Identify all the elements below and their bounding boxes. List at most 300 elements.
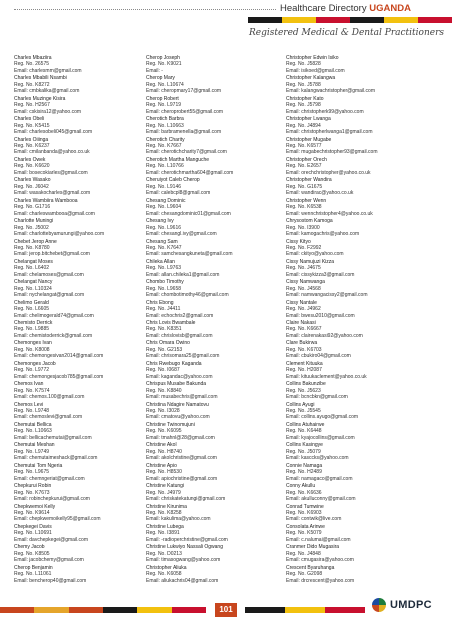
directory-entry (146, 340, 284, 360)
directory-entry (146, 198, 284, 218)
entry-reg: Reg. No. J4568 (286, 285, 321, 292)
directory-entry (14, 463, 152, 483)
directory-entry (286, 340, 424, 360)
entry-reg: Reg. No. J5788 (286, 81, 321, 88)
entry-email: Email: akolchristine@gmail.com (146, 455, 217, 462)
entry-reg: Reg. No. K6448 (286, 428, 322, 435)
entry-email: Email: jacobchemy@gmail.com (14, 557, 84, 564)
flag-band (350, 17, 384, 23)
entry-name: Christine Kirunima (146, 503, 187, 510)
entry-name: Clare Bukirwa (286, 340, 318, 347)
directory-column-3 (286, 55, 424, 585)
entry-email: Email: charlesmm@gmail.com (14, 67, 82, 74)
entry-reg: Reg. No. K7673 (14, 489, 50, 496)
entry-reg: Reg. No. K6237 (14, 142, 50, 149)
entry-name: Charles Obeli (14, 116, 45, 123)
directory-entry (14, 524, 152, 544)
directory-entry (286, 442, 424, 462)
entry-email: Email: tmahnl@28@gmail.com (146, 434, 215, 441)
footer-band (137, 607, 171, 613)
entry-email: Email: namagaco@gmail.com (286, 475, 353, 482)
entry-name: Chris Lovis Bwambale (146, 320, 196, 327)
entry-email: Email: chrisomara25@gmail.com (146, 353, 220, 360)
entry-name: Chepkwemoi Kelly (14, 503, 56, 510)
entry-reg: Reg. No. L9719 (146, 102, 182, 109)
directory-entry (286, 75, 424, 95)
entry-reg: Reg. No. L9763 (146, 265, 182, 272)
footer-band (325, 607, 365, 613)
directory-entry (146, 218, 284, 238)
directory-entry (286, 96, 424, 116)
directory-entry (146, 157, 284, 177)
entry-email: Email: cskisira12@yahoo.com (14, 108, 82, 115)
entry-name: Cherop Robert (146, 95, 179, 102)
directory-entry (286, 218, 424, 238)
footer-band (285, 607, 325, 613)
entry-email: Email: charlottebyamurungi@yahoo.com (14, 230, 105, 237)
entry-name: Chrysostom Kamoga (286, 218, 333, 225)
entry-email: Email: kasccks@yahoo.com (286, 455, 349, 462)
entry-email: Email: namwangacissy2@gmail.com (286, 292, 368, 299)
directory-entry (14, 361, 152, 381)
entry-name: Cranmer Dido Mugasira (286, 544, 340, 551)
directory-entry (14, 137, 152, 157)
entry-reg: Reg. No. J4848 (286, 550, 321, 557)
entry-reg: Reg. No. G2098 (286, 571, 323, 578)
entry-name: Charles Wambiira Wambooa (14, 197, 78, 204)
entry-name: Chombo Timothy (146, 279, 184, 286)
entry-name: Cherotich Barbra (146, 116, 184, 123)
directory-entry (14, 565, 152, 585)
directory-entry (286, 381, 424, 401)
entry-reg: Reg. No. L9748 (14, 408, 50, 415)
entry-name: Chris Ebong (146, 299, 174, 306)
entry-email: Email: cheroprobert55@gmail.com (146, 108, 224, 115)
entry-reg: Reg. No. K8258 (146, 510, 182, 516)
entry-name: Cherotich Charity (146, 136, 185, 143)
entry-email: Email: contwik@live.com (286, 516, 342, 523)
entry-reg: Reg. No. J5545 (286, 408, 321, 415)
directory-entry (286, 137, 424, 157)
directory-entry (286, 157, 424, 177)
directory-entry (146, 75, 284, 95)
entry-email: Email: bencherop40@gmail.com (14, 577, 87, 584)
directory-entry (146, 381, 284, 401)
entry-reg: Reg. No. K7574 (14, 387, 50, 394)
entry-reg: Reg. No. K5079 (286, 530, 322, 537)
directory-entry (14, 96, 152, 116)
entry-reg: Reg. No. K9614 (14, 510, 50, 516)
entry-reg: Reg. No. G1716 (14, 204, 51, 211)
directory-entry (286, 483, 424, 503)
entry-email: Email: cmatovu@yahoo.com (146, 414, 210, 421)
directory-entry (14, 55, 152, 75)
entry-name: Charlotte Muningi (14, 218, 54, 225)
entry-reg: Reg. No. F2992 (286, 244, 322, 251)
entry-email: Email: jerop.bitchebet@gmail.com (14, 251, 90, 258)
entry-email: Email: cbukiro04@gmail.com (286, 353, 351, 360)
umdpc-logo-icon (372, 598, 386, 612)
entry-name: Collins Atuhairwe (286, 422, 325, 429)
entry-name: Christine Lubega (146, 523, 184, 530)
entry-reg: Reg. No. L10691 (14, 530, 52, 537)
entry-reg: Reg. No. J4979 (146, 489, 181, 496)
entry-email: Email: allan.chileka1@gmail.com (146, 271, 220, 278)
directory-entry (286, 565, 424, 585)
entry-reg: Reg. No. L9604 (146, 204, 182, 211)
section-subtitle: Registered Medical & Dental Practitioners (248, 28, 444, 38)
entry-reg: Reg. No. K6636 (286, 489, 322, 496)
entry-name: Chesang Ivy (146, 218, 174, 225)
directory-entry (286, 504, 424, 524)
directory-entry (146, 442, 284, 462)
entry-name: Charles Muzinge Kisira (14, 95, 66, 102)
entry-email: Email: chemongesivan2014@gmail.com (14, 353, 104, 360)
entry-reg: Reg. No. J5623 (286, 387, 321, 394)
directory-entry (146, 300, 284, 320)
directory-entry (146, 361, 284, 381)
entry-email: Email: chesangdominic01@gmail.com (146, 210, 231, 217)
entry-reg: Reg. No. J4675 (286, 265, 321, 272)
entry-name: Charles Owek (14, 156, 46, 163)
entry-email: Email: kakulima@yahoo.com (146, 516, 211, 523)
directory-entry (14, 381, 152, 401)
entry-name: Cheruiyot Caleb Cherop (146, 177, 200, 184)
directory-entry (146, 96, 284, 116)
entry-email: Email: apiochristine@gmail.com (146, 475, 218, 482)
entry-reg: Reg. No. K8351 (146, 326, 182, 333)
entry-reg: Reg. No. K5415 (14, 122, 50, 129)
directory-entry (286, 422, 424, 442)
entry-email: Email: echochris2@gmail.com (146, 312, 214, 319)
entry-email: Email: timasogwang@yahoo.com (146, 557, 221, 564)
entry-name: Chris Rwebugo Kaganda (146, 360, 202, 367)
footer-band (172, 607, 206, 613)
entry-reg: Reg. No. J4894 (286, 122, 321, 129)
entry-email: Email: cmugasira@yahoo.com (286, 557, 354, 564)
entry-email: Email: clairenakasi92@yahoo.com (286, 332, 363, 339)
directory-entry (286, 524, 424, 544)
entry-name: Christine Lukwiyo Nassali Ogwang (146, 544, 223, 551)
entry-reg: Reg. No. K6538 (286, 204, 322, 211)
entry-reg: Reg. No. L11061 (14, 571, 52, 578)
entry-email: Email: chemoslevi@gmail.com (14, 414, 83, 421)
directory-entry (14, 300, 152, 320)
entry-email: Email: ckityo@yahoo.com (286, 251, 344, 258)
entry-email: Email: akulluconny@gmail.com (286, 496, 356, 503)
entry-email: Email: chesangl.ivy@gmail.com (146, 230, 217, 237)
entry-reg: Reg. No. K7647 (146, 244, 182, 251)
directory-entry (14, 544, 152, 564)
entry-name: Clement Kituuka (286, 360, 323, 367)
entry-name: Christopher Orech (286, 156, 327, 163)
entry-name: Christine Twinomujuni (146, 422, 195, 429)
flag-band (282, 17, 316, 23)
flag-band (418, 17, 452, 23)
directory-entry (286, 259, 424, 279)
entry-name: Cherop Joseph (146, 55, 180, 61)
entry-email: Email: cmbkalika@gmail.com (14, 88, 80, 95)
entry-reg: Reg. No. L6402 (14, 265, 50, 272)
footer-stripe-left (0, 607, 206, 613)
entry-reg: Reg. No. L10663 (14, 428, 52, 435)
entry-name: Chemisto Derrick (14, 320, 53, 327)
directory-entry (286, 177, 424, 197)
entry-reg: Reg. No. J5828 (286, 61, 321, 68)
entry-name: Christopher Lwanga (286, 116, 331, 123)
entry-reg: Reg. No. J6042 (14, 183, 49, 190)
directory-entry (286, 320, 424, 340)
entry-email: Email: chemongesjacob785@gmail.com (14, 373, 104, 380)
directory-entry (146, 177, 284, 197)
entry-email: Email: barbramenella@gmail.com (146, 128, 222, 135)
entry-reg: Reg. No. L10766 (146, 163, 184, 170)
entry-reg: Reg. No. G1675 (286, 183, 323, 190)
directory-entry (146, 320, 284, 340)
directory-entry (146, 239, 284, 259)
logo-text: UMDPC (390, 599, 432, 611)
entry-email: Email: charlesobeli045@gmail.com (14, 128, 93, 135)
entry-name: Cissy Nantale (286, 299, 317, 306)
directory-entry (146, 116, 284, 136)
entry-email: Email: musabechris@gmail.com (146, 394, 218, 401)
entry-email: Email: nychelangat@gmail.com (14, 292, 85, 299)
entry-email: Email: kagandac@yahoo.com (146, 373, 213, 380)
entry-name: Christine Katungi (146, 483, 185, 490)
entry-email: Email: samchesangkuneta@gmail.com (146, 251, 233, 258)
entry-name: Chemutai Bellica (14, 422, 52, 429)
entry-reg: Reg. No. G2153 (146, 346, 183, 353)
directory-entry (14, 442, 152, 462)
directory-entry (14, 157, 152, 177)
entry-reg: Reg. No. I3891 (146, 530, 180, 537)
footer-band (69, 607, 103, 613)
entry-email: Email: kyajocollins@gmail.com (286, 434, 355, 441)
entry-name: Chemutai Meshan (14, 442, 55, 449)
entry-email: Email: chemngeriat@gmail.com (14, 475, 85, 482)
entry-email: Email: chrislovisb@gmail.com (146, 332, 213, 339)
entry-reg: Reg. No. J5798 (286, 102, 321, 109)
entry-name: Christopher Mugabe (286, 136, 332, 143)
entry-name: Chemy Jacob (14, 544, 45, 551)
directory-entry (14, 483, 152, 503)
entry-name: Chelangat Moses (14, 258, 53, 265)
entry-name: Chemutai Tom Ngeria (14, 462, 63, 469)
entry-email: Email: chombotimothy46@gmail.com (146, 292, 229, 299)
entry-email: Email: kamogachris@yahoo.com (286, 230, 360, 237)
entry-reg: Reg. No. L9749 (14, 448, 50, 455)
entry-email: Email: orechchristopher@yahoo.co.uk (286, 169, 371, 176)
entry-email: Email: charleswambooa@gmail.com (14, 210, 95, 217)
entry-email: Email: isikoed@gmail.com (286, 67, 345, 74)
entry-reg: Reg. No. 26575 (14, 61, 50, 68)
entry-name: Chesang Sam (146, 238, 178, 245)
entry-name: Christopher Wandira (286, 177, 332, 184)
entry-name: Chileka Allan (146, 258, 175, 265)
directory-entry (146, 524, 284, 544)
directory-entry (14, 259, 152, 279)
directory-entry (286, 55, 424, 75)
entry-name: Christine Apio (146, 462, 177, 469)
directory-entry (14, 320, 152, 340)
directory-entry (146, 279, 284, 299)
entry-email: Email: bwesu2010@gmail.com (286, 312, 355, 319)
entry-email: Email: kalangwachristopher@gmail.com (286, 88, 375, 95)
entry-reg: Reg. No. L9885 (14, 326, 50, 333)
entry-name: Charles Mbaziira (14, 55, 52, 61)
entry-email: Email: robinchepkurui@gmail.com (14, 496, 90, 503)
entry-email: Email: chepkwemoikelly95@gmail.com (14, 516, 101, 523)
entry-reg: Reg. No. L10663 (146, 122, 184, 129)
entry-name: Collins Bakunzibe (286, 381, 326, 388)
entry-name: Chesang Dominic (146, 197, 186, 204)
entry-reg: Reg. No. K6703 (286, 346, 322, 353)
directory-entry (146, 422, 284, 442)
entry-name: Collins Kasingye (286, 442, 323, 449)
page-number: 101 (215, 603, 237, 617)
directory-entry (146, 259, 284, 279)
umdpc-logo (372, 598, 432, 612)
directory-entry (14, 218, 152, 238)
entry-email: Email: christopherk99@yahoo.com (286, 108, 364, 115)
entry-name: Charles Mbabili Nsambi (14, 75, 67, 82)
entry-email: Email: - (146, 67, 163, 74)
entry-name: Claire Nakasi (286, 320, 316, 327)
entry-reg: Reg. No. K8505 (14, 550, 50, 557)
entry-name: Chelangat Nancy (14, 279, 53, 286)
entry-reg: Reg. No. K6903 (286, 510, 322, 516)
directory-entry (286, 463, 424, 483)
directory-entry (146, 55, 284, 75)
directory-entry (14, 198, 152, 218)
footer-band (245, 607, 285, 613)
entry-name: Chepkurui Robin (14, 483, 52, 490)
entry-name: Chrispus Musabe Bakunda (146, 381, 207, 388)
entry-reg: Reg. No. H2567 (14, 102, 50, 109)
entry-name: Chemonges Jacob (14, 360, 56, 367)
entry-name: Collins Ayugi (286, 401, 315, 408)
entry-reg: Reg. No. J5079 (286, 448, 321, 455)
entry-reg: Reg. No. H2087 (286, 367, 322, 374)
entry-email: Email: collins.ayugo@gmail.com (286, 414, 359, 421)
entry-reg: Reg. No. K6620 (14, 163, 50, 170)
directory-entry (286, 300, 424, 320)
directory-entry (146, 137, 284, 157)
entry-reg: Reg. No. I0687 (146, 367, 180, 374)
entry-reg: Reg. No. L9772 (14, 367, 50, 374)
entry-name: Chelimo Gerald (14, 299, 49, 306)
entry-reg: Reg. No. K6058 (146, 571, 182, 578)
page-header (0, 0, 452, 46)
entry-reg: Reg. No. K8008 (14, 346, 50, 353)
entry-email: Email: wandirac@yahoo.co.uk (286, 190, 354, 197)
entry-reg: Reg. No. K8840 (146, 387, 182, 394)
flag-band (384, 17, 418, 23)
entry-reg: Reg. No. K6667 (286, 326, 322, 333)
entry-name: Cissy Kityo (286, 238, 311, 245)
entry-email: Email: cissykizza3@gmail.com (286, 271, 355, 278)
entry-name: Cissy Namwanga (286, 279, 325, 286)
entry-reg: Reg. No. K7667 (146, 142, 182, 149)
directory-entry (286, 198, 424, 218)
entry-reg: Reg. No. J5002 (14, 224, 49, 231)
directory-column-1 (14, 55, 152, 585)
entry-name: Chebet Jerop Anne (14, 238, 57, 245)
entry-email: Email: drcrescent@yahoo.com (286, 577, 355, 584)
entry-reg: Reg. No. L9675 (14, 469, 50, 476)
directory-entry (286, 544, 424, 564)
entry-email: Email: kituukaclement@yahoo.co.uk (286, 373, 367, 380)
entry-name: Conny Akullu (286, 483, 316, 490)
entry-name: Christopher Kalangwa (286, 75, 336, 82)
footer-stripe-right (245, 607, 365, 613)
header-dotted-rule (14, 9, 276, 10)
entry-name: Cherop Mary (146, 75, 175, 82)
entry-name: Cherotich Martha Manguche (146, 156, 210, 163)
flag-stripe (248, 17, 452, 23)
entry-email: Email: c.nalumai@gmail.com (286, 536, 351, 543)
directory-entry (14, 504, 152, 524)
entry-reg: Reg. No. K6577 (286, 142, 322, 149)
directory-entry (286, 116, 424, 136)
entry-name: Charles Wasako (14, 177, 51, 184)
entry-email: Email: chelimogerald74@gmail.com (14, 312, 94, 319)
entry-reg: Reg. No. K6095 (146, 428, 182, 435)
entry-reg: Reg. No. I3900 (286, 224, 320, 231)
entry-reg: Reg. No. L9616 (146, 224, 182, 231)
entry-name: Christopher Kato (286, 95, 324, 102)
entry-email: Email: wasakocharles@gmail.com (14, 190, 91, 197)
entry-email: Email: chemistoderrick@gmail.com (14, 332, 93, 339)
directory-entry (14, 75, 152, 95)
entry-email: Email: bellicachemutai@gmail.com (14, 434, 92, 441)
entry-reg: Reg. No. L9146 (146, 183, 182, 190)
entry-name: Christopher Edwin Isiko (286, 55, 339, 61)
entry-reg: Reg. No. L10324 (14, 285, 52, 292)
entry-name: Chemos Levi (14, 401, 44, 408)
entry-email: Email: christopherlwanga1@gmail.com (286, 128, 373, 135)
directory-entry (14, 239, 152, 259)
directory-entry (146, 565, 284, 585)
entry-name: Cissy Namujuzi Kizza (286, 258, 335, 265)
entry-reg: Reg. No. K8272 (14, 81, 50, 88)
directory-entry (146, 483, 284, 503)
directory-entry (146, 544, 284, 564)
entry-email: Email: bosecokiarles@gmail.com (14, 169, 88, 176)
directory-entry (14, 402, 152, 422)
entry-reg: Reg. No. H8740 (146, 448, 182, 455)
directory-entry (146, 402, 284, 422)
entry-email: Email: chelamoses@gmail.com (14, 271, 84, 278)
footer-band (0, 607, 34, 613)
entry-name: Conrad Tumwine (286, 503, 324, 510)
entry-reg: Reg. No. H2489 (286, 469, 322, 476)
entry-email: Email: chemos.100@gmail.com (14, 394, 85, 401)
entry-reg: Reg. No. J4411 (146, 306, 181, 313)
entry-reg: Reg. No. L10674 (146, 81, 184, 88)
entry-name: Consolata Arinwe (286, 523, 325, 530)
directory-entry (286, 279, 424, 299)
directory-entry (286, 361, 424, 381)
entry-reg: Reg. No. K9021 (146, 61, 182, 68)
entry-name: Connie Namaga (286, 462, 323, 469)
entry-name: Chepkegei Davis (14, 523, 52, 530)
entry-email: Email: calebcpl8@gmail.com (146, 190, 211, 197)
entry-email: Email: cheropmary17@gmail.com (146, 88, 222, 95)
entry-email: Email: davchepkegei@gmail.com (14, 536, 88, 543)
entry-email: Email: mugabechristopher93@gmail.com (286, 149, 378, 156)
entry-email: Email: -radioperchristine@gmail.com (146, 536, 228, 543)
